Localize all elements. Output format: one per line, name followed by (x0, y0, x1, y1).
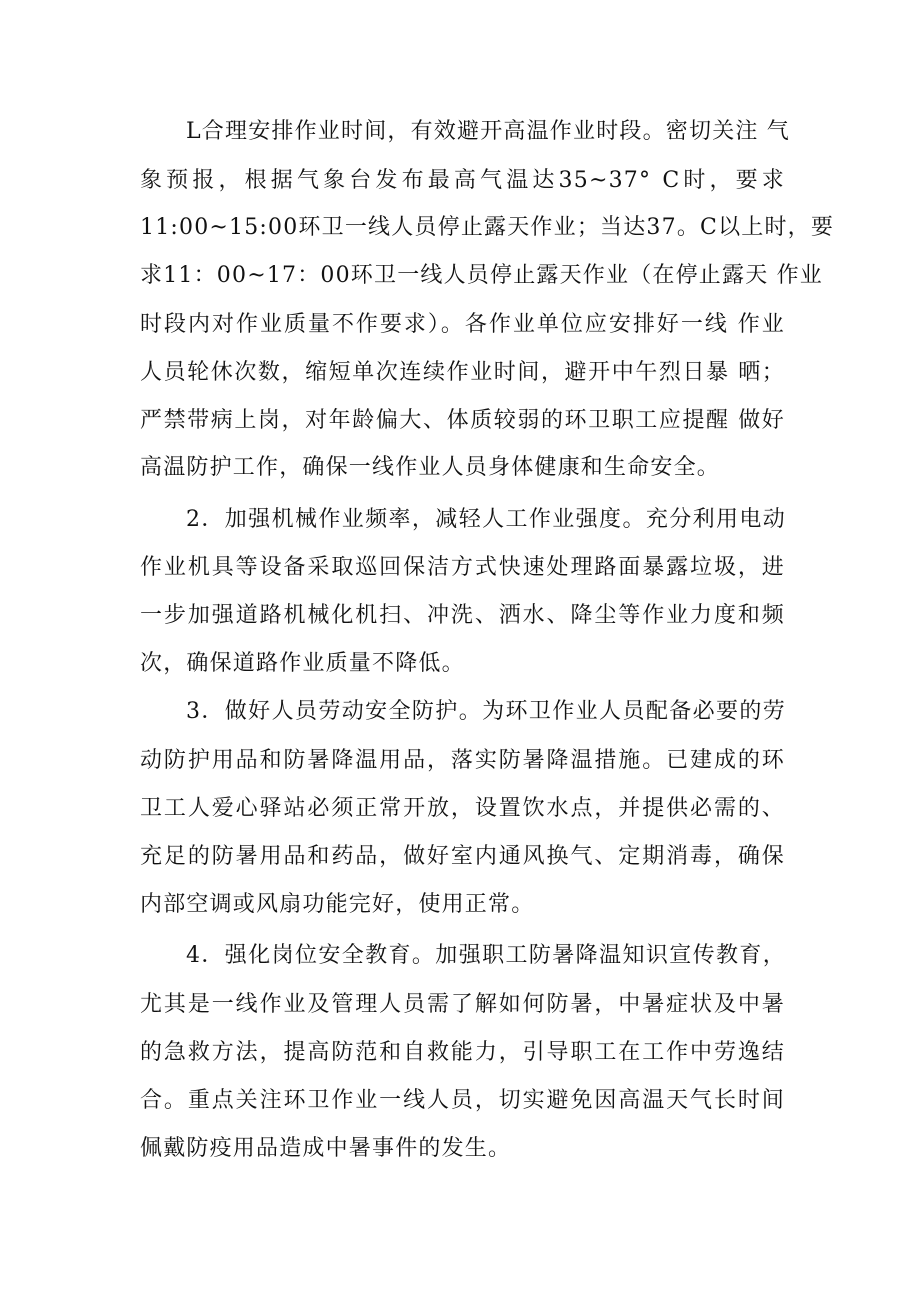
paragraph-line: 人员轮休次数，缩短单次连续作业时间，避开中午烈日暴 晒； (140, 360, 785, 385)
paragraph-line: 时段内对作业质量不作要求）。各作业单位应安排好一线 作业 (140, 312, 785, 337)
paragraph-line: 求11：00~17：00环卫一线人员停止露天作业（在停止露天 作业 (140, 263, 824, 288)
paragraph-line: 卫工人爱心驿站必须正常开放，设置饮水点，并提供必需的、 (140, 796, 785, 821)
paragraph-line: 高温防护工作，确保一线作业人员身体健康和生命安全。 (140, 455, 721, 480)
paragraph-line: 严禁带病上岗，对年龄偏大、体质较弱的环卫职工应提醒 做好 (140, 408, 785, 433)
paragraph-line: 佩戴防疫用品造成中暑事件的发生。 (140, 1136, 512, 1161)
paragraph-line: 合。重点关注环卫作业一线人员，切实避免因高温天气长时间 (140, 1088, 785, 1113)
paragraph-line: 的急救方法，提高防范和自救能力，引导职工在工作中劳逸结 (140, 1040, 785, 1065)
paragraph-line: 动防护用品和防暑降温用品，落实防暑降温措施。已建成的环 (140, 748, 785, 773)
paragraph-line: 2．加强机械作业频率，减轻人工作业强度。充分利用电动 (186, 507, 786, 532)
paragraph-line: 4．强化岗位安全教育。加强职工防暑降温知识宣传教育， (186, 943, 786, 968)
paragraph-line: 内部空调或风扇功能完好，使用正常。 (140, 892, 535, 917)
paragraph-line: 一步加强道路机械化机扫、冲洗、洒水、降尘等作业力度和频 (140, 603, 785, 628)
paragraph-line: L合理安排作业时间，有效避开高温作业时段。密切关注 气 (186, 119, 791, 144)
paragraph-line: 象预报，根据气象台发布最高气温达35~37° C时，要求 (140, 168, 785, 193)
paragraph-line: 尤其是一线作业及管理人员需了解如何防暑，中暑症状及中暑 (140, 992, 785, 1017)
paragraph-line: 11:00~15:00环卫一线人员停止露天作业；当达37。C以上时，要 (140, 215, 835, 240)
paragraph-line: 次，确保道路作业质量不降低。 (140, 651, 465, 676)
paragraph-line: 充足的防暑用品和药品，做好室内通风换气、定期消毒，确保 (140, 844, 785, 869)
paragraph-line: 作业机具等设备采取巡回保洁方式快速处理路面暴露垃圾，进 (140, 555, 785, 580)
paragraph-line: 3．做好人员劳动安全防护。为环卫作业人员配备必要的劳 (186, 699, 786, 724)
